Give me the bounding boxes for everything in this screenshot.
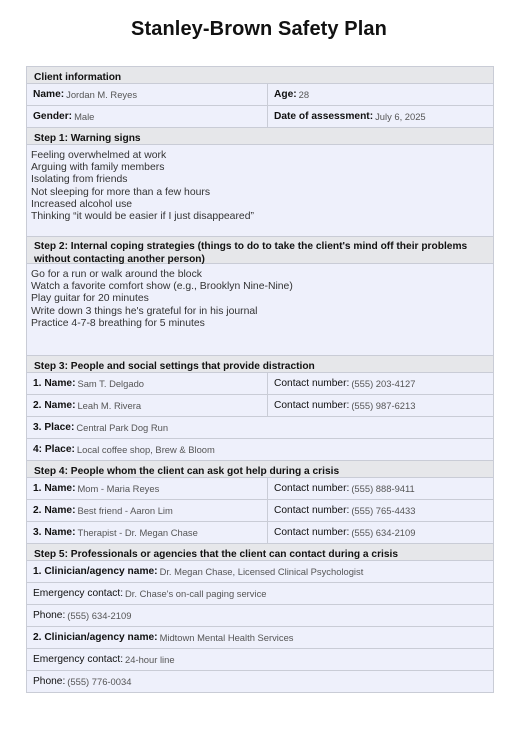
- agency2-emergency-field[interactable]: [27, 649, 493, 670]
- contact-value: (555) 203-4127: [351, 378, 416, 389]
- place-label: 3. Place:: [33, 422, 75, 433]
- list-item: Practice 4-7-8 breathing for 5 minutes: [31, 317, 205, 329]
- step3-header: Step 3: People and social settings that provide distraction: [27, 356, 493, 372]
- agency1-phone-field[interactable]: [27, 605, 493, 626]
- name-label: 2. Name:: [33, 505, 76, 516]
- phone-value: (555) 634-2109: [67, 610, 132, 621]
- distraction-name1-field[interactable]: [27, 373, 268, 394]
- contact-label: Contact number:: [274, 378, 350, 389]
- list-item: Arguing with family members: [31, 162, 165, 174]
- name-value: Therapist - Dr. Megan Chase: [77, 527, 198, 538]
- client-info-header: Client information: [27, 67, 493, 83]
- phone-value: (555) 776-0034: [67, 676, 132, 687]
- contact-value: (555) 987-6213: [351, 400, 416, 411]
- distraction-contact1-field[interactable]: [268, 373, 493, 394]
- emergency-value: 24-hour line: [125, 654, 175, 665]
- coping-strategies-field[interactable]: [27, 264, 493, 355]
- emergency-label: Emergency contact:: [33, 654, 124, 665]
- safety-plan-form: [26, 66, 494, 693]
- page-title: Stanley-Brown Safety Plan: [131, 18, 387, 40]
- crisis-contact1-field[interactable]: [268, 478, 493, 499]
- client-gender-value: Male: [74, 111, 95, 122]
- name-label: 2. Name:: [33, 400, 76, 411]
- list-item: Isolating from friends: [31, 174, 128, 186]
- contact-label: Contact number:: [274, 505, 350, 516]
- agency-label: 1. Clinician/agency name:: [33, 566, 158, 577]
- distraction-place4-field[interactable]: [27, 439, 493, 460]
- name-label: 1. Name:: [33, 378, 76, 389]
- agency2-phone-field[interactable]: [27, 671, 493, 692]
- contact-value: (555) 765-4433: [351, 505, 416, 516]
- list-item: Feeling overwhelmed at work: [31, 150, 167, 161]
- list-item: Increased alcohol use: [31, 198, 133, 210]
- agency-label: 2. Clinician/agency name:: [33, 632, 158, 643]
- place-value: Local coffee shop, Brew & Bloom: [76, 444, 215, 455]
- distraction-name2-field[interactable]: [27, 395, 268, 416]
- name-value: Best friend - Aaron Lim: [77, 505, 173, 516]
- contact-label: Contact number:: [274, 400, 350, 411]
- name-value: Sam T. Delgado: [77, 378, 144, 389]
- list-item: Watch a favorite comfort show (e.g., Brooklyn Nine-Nine): [31, 281, 293, 293]
- name-label: 3. Name:: [33, 527, 76, 538]
- step5-header: Step 5: Professionals or agencies that the client can contact during a crisis: [27, 544, 493, 560]
- assessment-date-label: Date of assessment:: [274, 111, 374, 122]
- agency1-emergency-field[interactable]: [27, 583, 493, 604]
- list-item: Play guitar for 20 minutes: [31, 293, 149, 305]
- name-value: Leah M. Rivera: [77, 400, 142, 411]
- crisis-name3-field[interactable]: [27, 522, 268, 543]
- client-gender-label: Gender:: [33, 111, 73, 122]
- crisis-name2-field[interactable]: [27, 500, 268, 521]
- step2-header: Step 2: Internal coping strategies (things to do to take the client's mind off their problems without contacting another person): [27, 237, 493, 263]
- contact-value: (555) 634-2109: [351, 527, 416, 538]
- crisis-contact2-field[interactable]: [268, 500, 493, 521]
- client-gender-field[interactable]: [27, 106, 268, 127]
- contact-label: Contact number:: [274, 527, 350, 538]
- agency1-name-field[interactable]: [27, 561, 493, 582]
- client-age-field[interactable]: [268, 84, 493, 105]
- place-value: Central Park Dog Run: [76, 422, 169, 433]
- assessment-date-field[interactable]: [268, 106, 493, 127]
- crisis-name1-field[interactable]: [27, 478, 268, 499]
- contact-value: (555) 888-9411: [351, 483, 415, 494]
- step4-header: Step 4: People whom the client can ask got help during a crisis: [27, 461, 493, 477]
- list-item: Not sleeping for more than a few hours: [31, 186, 211, 198]
- client-name-label: Name:: [33, 89, 65, 100]
- agency-value: Midtown Mental Health Services: [159, 632, 294, 643]
- name-label: 1. Name:: [33, 483, 76, 494]
- phone-label: Phone:: [33, 676, 66, 687]
- client-name-value: Jordan M. Reyes: [66, 89, 138, 100]
- distraction-contact2-field[interactable]: [268, 395, 493, 416]
- client-name-field[interactable]: [27, 84, 268, 105]
- place-label: 4: Place:: [33, 444, 75, 455]
- agency2-name-field[interactable]: [27, 627, 493, 648]
- assessment-date-value: July 6, 2025: [375, 111, 426, 122]
- contact-label: Contact number:: [274, 483, 350, 494]
- emergency-value: Dr. Chase's on-call paging service: [125, 588, 267, 599]
- client-age-value: 28: [298, 89, 310, 100]
- warning-signs-field[interactable]: [27, 145, 493, 236]
- list-item: Write down 3 things he's grateful for in his journal: [31, 305, 258, 317]
- crisis-contact3-field[interactable]: [268, 522, 493, 543]
- list-item: Go for a run or walk around the block: [31, 269, 202, 280]
- distraction-place3-field[interactable]: [27, 417, 493, 438]
- phone-label: Phone:: [33, 610, 66, 621]
- client-age-label: Age:: [274, 89, 297, 100]
- name-value: Mom - Maria Reyes: [77, 483, 160, 494]
- agency-value: Dr. Megan Chase, Licensed Clinical Psychologist: [159, 566, 364, 577]
- step1-header: Step 1: Warning signs: [27, 128, 493, 144]
- emergency-label: Emergency contact:: [33, 588, 124, 599]
- list-item: Thinking “it would be easier if I just disappeared”: [31, 211, 254, 223]
